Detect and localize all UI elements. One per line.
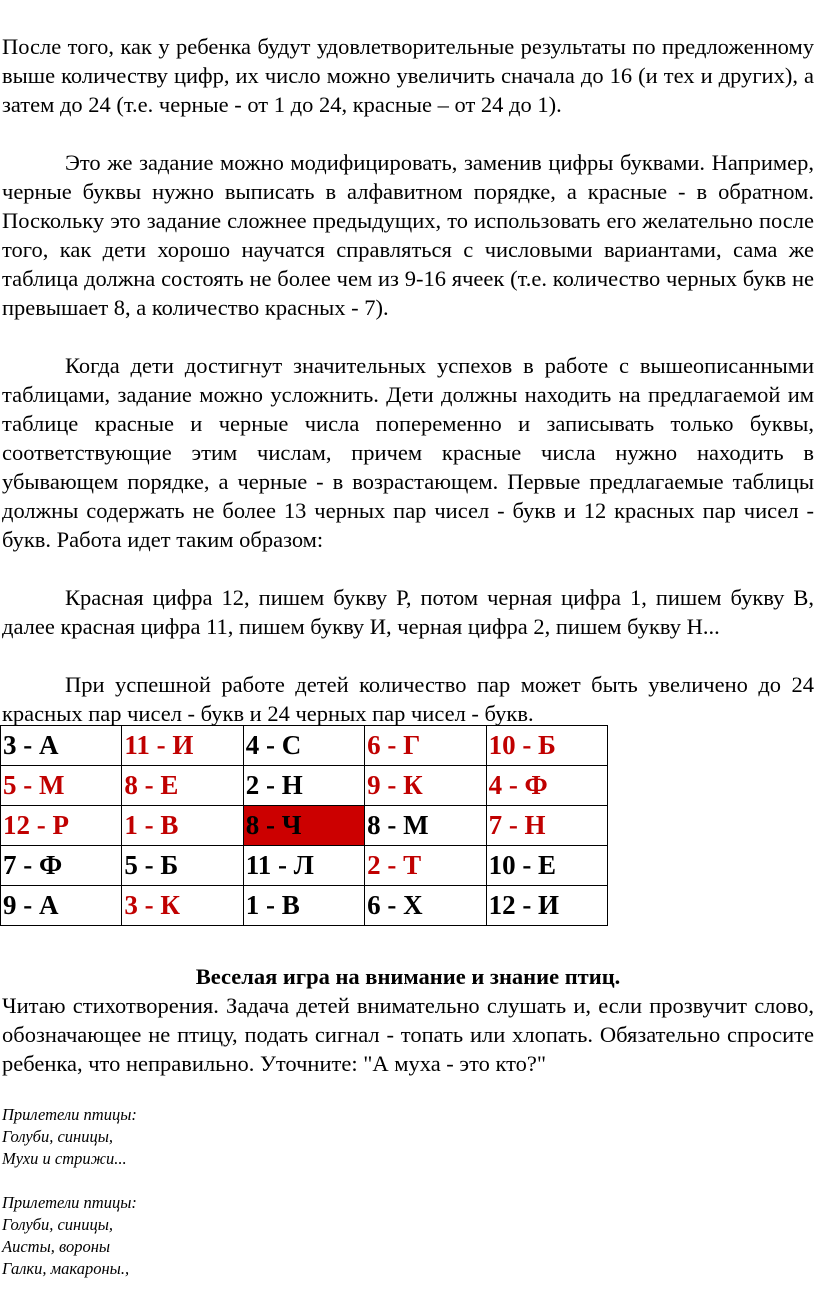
poem-line: [2, 1170, 137, 1192]
poem-line: Мухи и стрижи...: [2, 1149, 127, 1168]
paragraph-3-block: [2, 351, 814, 554]
paragraph-2: Это же задание можно модифицировать, заменив цифры буквами. Например, черные буквы нужно выписать в алфавитном порядке, а красные - в обратном. Поскольку это задание сложнее предыдущих, то использовать его желательно после того, как дети хорошо научатся справляться с числовыми вариантами, сама же таблица должна состоять не более чем из 9-16 ячеек (т.е. количество черных букв не превышает 8, а количество красных - 7).: [2, 150, 814, 320]
table-cell: 8 - Ч: [243, 806, 364, 846]
paragraph-5-block: [2, 670, 814, 728]
poem-line: Голуби, синицы,: [2, 1215, 114, 1234]
table-cell: 9 - К: [365, 766, 486, 806]
game-title: Веселая игра на внимание и знание птиц.: [195, 964, 621, 989]
paragraph-5: При успешной работе детей количество пар может быть увеличено до 24 красных пар чисел - букв и 24 черных пар чисел - букв.: [2, 672, 814, 726]
poem-line: Прилетели птицы:: [2, 1105, 137, 1124]
table-cell: 12 - Р: [1, 806, 122, 846]
table-cell: 2 - Т: [365, 846, 486, 886]
paragraph-4: Красная цифра 12, пишем букву Р, потом черная цифра 1, пишем букву В, далее красная цифра 11, пишем букву И, черная цифра 2, пишем букву Н...: [2, 585, 814, 639]
table-cell: 6 - Х: [365, 886, 486, 926]
table-row: [1, 806, 608, 846]
poem: [2, 1104, 137, 1280]
paragraph-3: Когда дети достигнут значительных успехов в работе с вышеописанными таблицами, задание можно усложнить. Дети должны находить на предлагаемой им таблице красные и черные числа попеременно и записывать только буквы, соответствующие этим числам, причем красные числа нужно находить в убывающем порядке, а черные - в возрастающем. Первые предлагаемые таблицы должны содержать не более 13 черных пар чисел - букв и 12 красных пар чисел - букв. Работа идет таким образом:: [2, 353, 814, 552]
table-cell: 4 - Ф: [486, 766, 607, 806]
table-cell: 1 - В: [122, 806, 243, 846]
table-cell: 9 - А: [1, 886, 122, 926]
table-cell: 10 - Е: [486, 846, 607, 886]
paragraph-2-block: [2, 148, 814, 322]
table-cell: 4 - С: [243, 726, 364, 766]
paragraph-4-block: [2, 583, 814, 641]
table-row: [1, 846, 608, 886]
table-cell: 8 - М: [365, 806, 486, 846]
poem-line: Голуби, синицы,: [2, 1127, 114, 1146]
poem-line: Галки, макароны.,: [2, 1259, 130, 1278]
table-cell: 11 - И: [122, 726, 243, 766]
poem-line: Аисты, вороны: [2, 1237, 111, 1256]
paragraph-1: После того, как у ребенка будут удовлетворительные результаты по предложенному выше количеству цифр, их число можно увеличить сначала до 16 (и тех и других), а затем до 24 (т.е. черные - от 1 до 24, красные – от 24 до 1).: [2, 34, 814, 117]
table-cell: 8 - Е: [122, 766, 243, 806]
table-cell: 11 - Л: [243, 846, 364, 886]
table-cell: 7 - Ф: [1, 846, 122, 886]
table-row: [1, 886, 608, 926]
table-row: [1, 726, 608, 766]
table-row: [1, 766, 608, 806]
table-cell: 3 - А: [1, 726, 122, 766]
table-cell: 3 - К: [122, 886, 243, 926]
poem-line: Прилетели птицы:: [2, 1193, 137, 1212]
table-cell: 6 - Г: [365, 726, 486, 766]
table-cell: 12 - И: [486, 886, 607, 926]
table-cell: 10 - Б: [486, 726, 607, 766]
table-cell: 2 - Н: [243, 766, 364, 806]
letter-number-table: [0, 725, 608, 926]
paragraph-1-block: [2, 32, 814, 119]
table-cell: 7 - Н: [486, 806, 607, 846]
game-intro: Читаю стихотворения. Задача детей внимательно слушать и, если прозвучит слово, обозначающее не птицу, подать сигнал - топать или хлопать. Обязательно спросите ребенка, что неправильно. Уточните: "А муха - это кто?": [2, 993, 814, 1076]
game-intro-block: [2, 991, 814, 1078]
table-cell: 5 - Б: [122, 846, 243, 886]
table-cell: 1 - В: [243, 886, 364, 926]
table-cell: 5 - М: [1, 766, 122, 806]
